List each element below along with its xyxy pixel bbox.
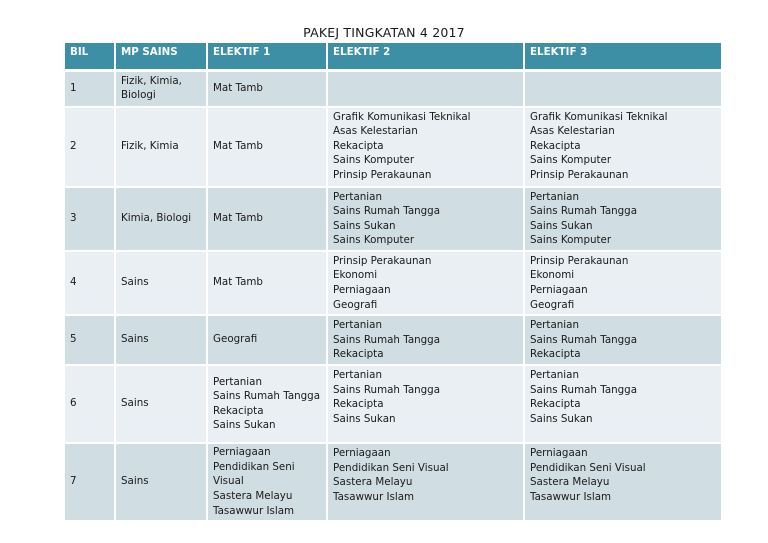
cell-mp-sains: Sains [115, 251, 207, 315]
cell-elektif-3: Grafik Komunikasi Teknikal Asas Kelestarian Rekacipta Sains Komputer Prinsip Perakaunan [524, 107, 721, 187]
cell-elektif-1: Pertanian Sains Rumah Tangga Rekacipta Sains Sukan [207, 365, 327, 443]
cell-elektif-1: Mat Tamb [207, 187, 327, 251]
table-header-row [65, 43, 721, 71]
cell-elektif-1: Mat Tamb [207, 251, 327, 315]
header-mp-sains: MP SAINS [115, 43, 207, 71]
table-row [65, 315, 721, 365]
cell-bil: 3 [65, 187, 115, 251]
cell-elektif-1: Mat Tamb [207, 107, 327, 187]
table-row [65, 365, 721, 443]
cell-elektif-3: Perniagaan Pendidikan Seni Visual Sastera Melayu Tasawwur Islam [524, 443, 721, 521]
table-row [65, 71, 721, 107]
cell-mp-sains: Sains [115, 443, 207, 521]
header-elektif-1: ELEKTIF 1 [207, 43, 327, 71]
cell-elektif-2: Pertanian Sains Rumah Tangga Rekacipta [327, 315, 524, 365]
cell-elektif-2: Perniagaan Pendidikan Seni Visual Sastera Melayu Tasawwur Islam [327, 443, 524, 521]
cell-mp-sains: Sains [115, 365, 207, 443]
cell-bil: 5 [65, 315, 115, 365]
cell-mp-sains: Sains [115, 315, 207, 365]
cell-mp-sains: Fizik, Kimia [115, 107, 207, 187]
header-elektif-3: ELEKTIF 3 [524, 43, 721, 71]
page-title: PAKEJ TINGKATAN 4 2017 [303, 25, 465, 40]
cell-elektif-3: Pertanian Sains Rumah Tangga Sains Sukan Sains Komputer [524, 187, 721, 251]
cell-elektif-3: Pertanian Sains Rumah Tangga Rekacipta [524, 315, 721, 365]
cell-elektif-3 [524, 71, 721, 107]
cell-elektif-3: Prinsip Perakaunan Ekonomi Perniagaan Geografi [524, 251, 721, 315]
cell-bil: 1 [65, 71, 115, 107]
table-row [65, 187, 721, 251]
cell-elektif-3: Pertanian Sains Rumah Tangga Rekacipta Sains Sukan [524, 365, 721, 443]
cell-elektif-2: Prinsip Perakaunan Ekonomi Perniagaan Geografi [327, 251, 524, 315]
cell-bil: 4 [65, 251, 115, 315]
table-row [65, 107, 721, 187]
cell-elektif-1: Geografi [207, 315, 327, 365]
table-row [65, 251, 721, 315]
cell-elektif-2: Pertanian Sains Rumah Tangga Sains Sukan Sains Komputer [327, 187, 524, 251]
cell-bil: 7 [65, 443, 115, 521]
cell-bil: 2 [65, 107, 115, 187]
table-row [65, 443, 721, 521]
cell-bil: 6 [65, 365, 115, 443]
package-table [65, 43, 721, 522]
cell-mp-sains: Fizik, Kimia, Biologi [115, 71, 207, 107]
header-elektif-2: ELEKTIF 2 [327, 43, 524, 71]
cell-elektif-1: Mat Tamb [207, 71, 327, 107]
header-bil: BIL [65, 43, 115, 71]
cell-elektif-1: Perniagaan Pendidikan Seni Visual Sastera Melayu Tasawwur Islam [207, 443, 327, 521]
cell-elektif-2: Pertanian Sains Rumah Tangga Rekacipta Sains Sukan [327, 365, 524, 443]
cell-mp-sains: Kimia, Biologi [115, 187, 207, 251]
cell-elektif-2 [327, 71, 524, 107]
cell-elektif-2: Grafik Komunikasi Teknikal Asas Kelestarian Rekacipta Sains Komputer Prinsip Perakaunan [327, 107, 524, 187]
